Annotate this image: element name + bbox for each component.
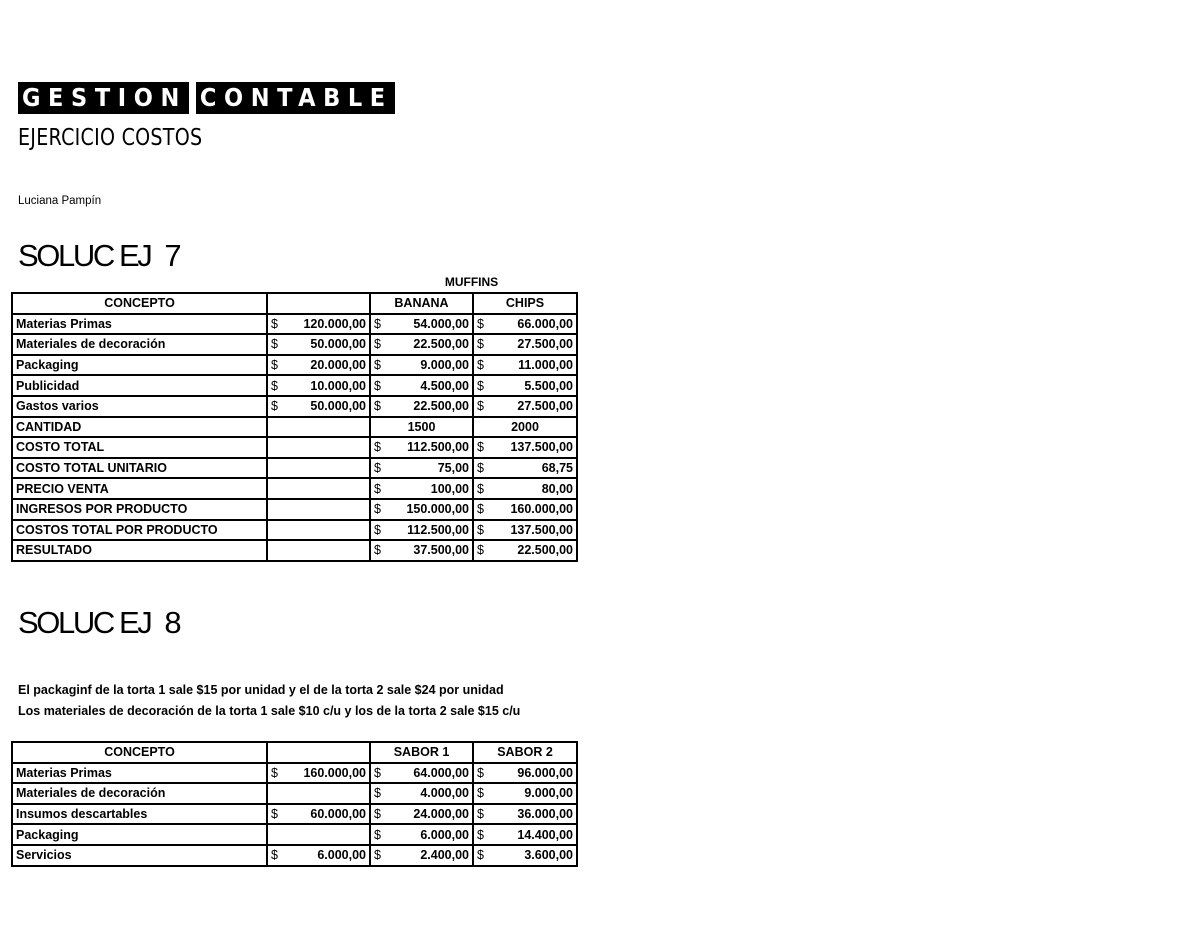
amount: 112.500,00 [407, 440, 469, 455]
currency-symbol: $ [374, 827, 381, 842]
total-cell [267, 804, 370, 825]
row-label: Materiales de decoración [12, 783, 267, 804]
ej8-table [11, 741, 578, 867]
currency-symbol: $ [477, 543, 484, 558]
row-label: COSTO TOTAL [12, 437, 267, 458]
value-cell [473, 804, 577, 825]
table-row [12, 783, 577, 804]
ej7-table-body [12, 314, 577, 561]
currency-symbol: $ [477, 337, 484, 352]
table-row [12, 763, 577, 784]
amount: 54.000,00 [413, 316, 469, 331]
amount: 3.600,00 [524, 848, 573, 863]
amount: 68,75 [541, 461, 573, 476]
currency-symbol: $ [271, 337, 278, 352]
total-cell [267, 437, 370, 458]
total-cell [267, 355, 370, 376]
currency-symbol: $ [271, 399, 278, 414]
amount: 36.000,00 [517, 807, 573, 822]
col-concepto: CONCEPTO [12, 742, 267, 763]
row-label: Packaging [12, 824, 267, 845]
currency-symbol: $ [374, 337, 381, 352]
banner-word-1: GESTION [18, 82, 189, 114]
currency-symbol: $ [374, 399, 381, 414]
amount: 137.500,00 [510, 440, 573, 455]
value-cell [370, 804, 473, 825]
currency-symbol: $ [477, 786, 484, 801]
table-row [12, 824, 577, 845]
ej8-heading [18, 605, 182, 641]
col-total [267, 742, 370, 763]
table-row [12, 458, 577, 479]
col-total [267, 293, 370, 314]
row-label: PRECIO VENTA [12, 478, 267, 499]
amount: 14.400,00 [517, 827, 573, 842]
currency-symbol: $ [477, 399, 484, 414]
value-cell [473, 355, 577, 376]
currency-symbol: $ [374, 378, 381, 393]
amount: 80,00 [541, 481, 573, 496]
currency-symbol: $ [374, 461, 381, 476]
value-cell [370, 314, 473, 335]
amount: 150.000,00 [406, 502, 469, 517]
currency-symbol: $ [477, 765, 484, 780]
total-cell [267, 458, 370, 479]
amount: 64.000,00 [413, 765, 469, 780]
col-sabor-2: SABOR 2 [473, 742, 577, 763]
value-cell [473, 540, 577, 561]
row-label: COSTOS TOTAL POR PRODUCTO [12, 520, 267, 541]
currency-symbol: $ [271, 848, 278, 863]
currency-symbol: $ [374, 440, 381, 455]
row-label: COSTO TOTAL UNITARIO [12, 458, 267, 479]
amount: 50.000,00 [310, 399, 366, 414]
value-cell [370, 783, 473, 804]
total-cell [267, 334, 370, 355]
value-cell [473, 824, 577, 845]
currency-symbol: $ [374, 848, 381, 863]
ej8-heading-text: SOLUC EJ [18, 605, 151, 640]
row-label: Gastos varios [12, 396, 267, 417]
value-cell [473, 499, 577, 520]
value-cell [473, 845, 577, 866]
currency-symbol: $ [374, 316, 381, 331]
currency-symbol: $ [477, 522, 484, 537]
currency-symbol: $ [271, 807, 278, 822]
value-cell [473, 783, 577, 804]
amount: 27.500,00 [517, 399, 573, 414]
table-row [12, 375, 577, 396]
value-cell [370, 520, 473, 541]
amount: 22.500,00 [517, 543, 573, 558]
amount: 27.500,00 [517, 337, 573, 352]
row-label: RESULTADO [12, 540, 267, 561]
currency-symbol: $ [271, 378, 278, 393]
total-cell [267, 845, 370, 866]
amount: 24.000,00 [413, 807, 469, 822]
amount: 5.500,00 [524, 378, 573, 393]
row-label: Materias Primas [12, 314, 267, 335]
value-cell [370, 763, 473, 784]
row-label: Insumos descartables [12, 804, 267, 825]
currency-symbol: $ [477, 502, 484, 517]
col-chips: CHIPS [473, 293, 577, 314]
row-label: Servicios [12, 845, 267, 866]
ej7-header-row [12, 293, 577, 314]
currency-symbol: $ [477, 461, 484, 476]
row-label: INGRESOS POR PRODUCTO [12, 499, 267, 520]
table-row [12, 804, 577, 825]
currency-symbol: $ [477, 316, 484, 331]
ej8-table-body [12, 763, 577, 866]
amount: 9.000,00 [420, 358, 469, 373]
amount: 66.000,00 [517, 316, 573, 331]
banner-word-2: CONTABLE [196, 82, 395, 114]
table-row [12, 437, 577, 458]
value-cell [370, 499, 473, 520]
subtitle: EJERCICIO COSTOS [18, 125, 203, 151]
quantity-cell: 1500 [370, 417, 473, 438]
currency-symbol: $ [374, 786, 381, 801]
currency-symbol: $ [374, 358, 381, 373]
value-cell [473, 314, 577, 335]
amount: 6.000,00 [420, 827, 469, 842]
amount: 75,00 [437, 461, 469, 476]
currency-symbol: $ [374, 502, 381, 517]
total-cell [267, 783, 370, 804]
total-cell [267, 396, 370, 417]
amount: 50.000,00 [310, 337, 366, 352]
amount: 96.000,00 [517, 765, 573, 780]
value-cell [370, 458, 473, 479]
row-label: Publicidad [12, 375, 267, 396]
total-cell [267, 824, 370, 845]
table-row [12, 478, 577, 499]
amount: 137.500,00 [510, 522, 573, 537]
amount: 100,00 [430, 481, 469, 496]
total-cell [267, 314, 370, 335]
row-label: Materias Primas [12, 763, 267, 784]
ej7-heading [18, 238, 182, 274]
amount: 37.500,00 [413, 543, 469, 558]
ej8-note-decoracion: Los materiales de decoración de la torta 1 sale $10 c/u y los de la torta 2 sale $15 c/u [18, 704, 521, 718]
currency-symbol: $ [374, 765, 381, 780]
table-row [12, 355, 577, 376]
currency-symbol: $ [374, 543, 381, 558]
amount: 2.400,00 [420, 848, 469, 863]
quantity-cell: 2000 [473, 417, 577, 438]
currency-symbol: $ [374, 522, 381, 537]
value-cell [473, 478, 577, 499]
title-banner [18, 82, 395, 114]
ej8-header-row [12, 742, 577, 763]
value-cell [473, 437, 577, 458]
value-cell [370, 375, 473, 396]
amount: 20.000,00 [310, 358, 366, 373]
currency-symbol: $ [477, 358, 484, 373]
currency-symbol: $ [271, 316, 278, 331]
table-row [12, 396, 577, 417]
currency-symbol: $ [374, 807, 381, 822]
row-label: Materiales de decoración [12, 334, 267, 355]
amount: 11.000,00 [518, 358, 573, 373]
currency-symbol: $ [477, 378, 484, 393]
col-concepto: CONCEPTO [12, 293, 267, 314]
ej7-heading-text: SOLUC EJ [18, 238, 151, 273]
muffins-group-label: MUFFINS [444, 275, 499, 289]
row-label: Packaging [12, 355, 267, 376]
table-row [12, 417, 577, 438]
ej7-heading-number: 7 [164, 238, 182, 273]
amount: 22.500,00 [413, 399, 469, 414]
amount: 4.000,00 [420, 786, 469, 801]
value-cell [473, 375, 577, 396]
ej8-heading-number: 8 [164, 605, 182, 640]
value-cell [473, 334, 577, 355]
table-row [12, 499, 577, 520]
author-name: Luciana Pampín [18, 195, 102, 207]
col-banana: BANANA [370, 293, 473, 314]
table-row [12, 314, 577, 335]
currency-symbol: $ [477, 807, 484, 822]
amount: 4.500,00 [420, 378, 469, 393]
value-cell [370, 540, 473, 561]
currency-symbol: $ [477, 827, 484, 842]
table-row [12, 845, 577, 866]
table-row [12, 520, 577, 541]
currency-symbol: $ [477, 481, 484, 496]
amount: 9.000,00 [524, 786, 573, 801]
value-cell [473, 396, 577, 417]
value-cell [473, 520, 577, 541]
currency-symbol: $ [477, 848, 484, 863]
total-cell [267, 375, 370, 396]
total-cell [267, 417, 370, 438]
ej8-note-packaging: El packaginf de la torta 1 sale $15 por unidad y el de la torta 2 sale $24 por unidad [18, 683, 504, 697]
value-cell [370, 437, 473, 458]
total-cell [267, 478, 370, 499]
value-cell [473, 458, 577, 479]
currency-symbol: $ [271, 765, 278, 780]
amount: 22.500,00 [413, 337, 469, 352]
total-cell [267, 499, 370, 520]
total-cell [267, 520, 370, 541]
ej7-table [11, 292, 578, 562]
total-cell [267, 540, 370, 561]
value-cell [370, 478, 473, 499]
value-cell [370, 334, 473, 355]
amount: 160.000,00 [303, 765, 366, 780]
amount: 6.000,00 [317, 848, 366, 863]
amount: 112.500,00 [407, 522, 469, 537]
total-cell [267, 763, 370, 784]
col-sabor-1: SABOR 1 [370, 742, 473, 763]
table-row [12, 540, 577, 561]
value-cell [370, 845, 473, 866]
value-cell [370, 355, 473, 376]
row-label: CANTIDAD [12, 417, 267, 438]
currency-symbol: $ [477, 440, 484, 455]
amount: 160.000,00 [510, 502, 573, 517]
value-cell [473, 763, 577, 784]
currency-symbol: $ [271, 358, 278, 373]
value-cell [370, 824, 473, 845]
amount: 120.000,00 [303, 316, 366, 331]
amount: 10.000,00 [310, 378, 366, 393]
amount: 60.000,00 [310, 807, 366, 822]
currency-symbol: $ [374, 481, 381, 496]
value-cell [370, 396, 473, 417]
table-row [12, 334, 577, 355]
